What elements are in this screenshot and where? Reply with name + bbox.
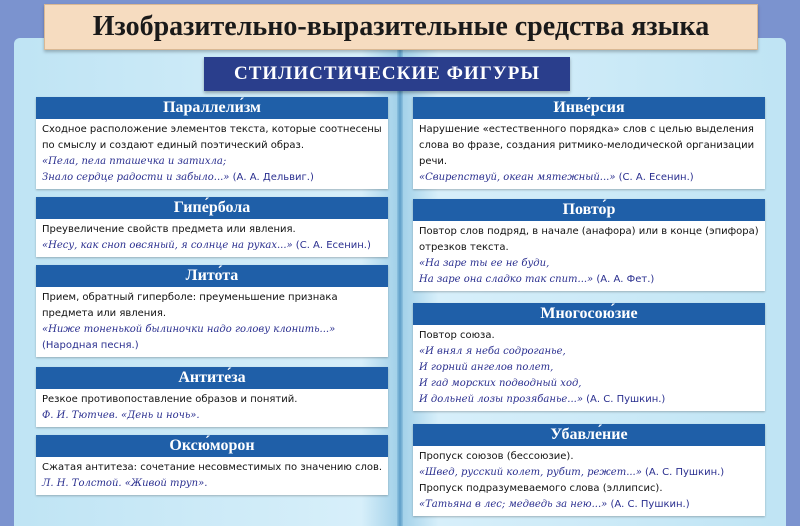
card-text: Преувеличение свойств предмета или явления. — [42, 224, 296, 235]
card-antithesis — [36, 367, 388, 427]
card-text: Повтор союза. — [419, 330, 495, 341]
card-parallelism — [36, 97, 388, 189]
card-body — [36, 219, 388, 257]
card-repetition — [413, 199, 765, 291]
card-oxymoron — [36, 435, 388, 495]
subtitle-banner — [204, 57, 570, 91]
quote-line: «Татьяна в лес; медведь за нею...» — [419, 499, 608, 510]
quote-author: (С. А. Есенин.) — [292, 240, 371, 251]
card-polysyndeton — [413, 303, 765, 411]
card-hyperbole — [36, 197, 388, 257]
quote-line: Знало сердце радости и забыло...» — [42, 172, 230, 183]
quote-line: И горний ангелов полет, — [419, 362, 554, 373]
card-body — [36, 287, 388, 357]
card-quote — [42, 154, 383, 186]
card-text: Пропуск союзов (бессоюзие). — [419, 451, 574, 462]
card-text: Пропуск подразумеваемого слова (эллипсис). — [419, 483, 663, 494]
card-inversion — [413, 97, 765, 189]
card-body — [413, 221, 765, 291]
card-quote — [42, 238, 383, 254]
quote-line: «Свирепствуй, океан мятежный...» — [419, 172, 616, 183]
card-quote — [42, 322, 383, 354]
quote-line: И гад морских подводный ход, — [419, 378, 582, 389]
quote-line: «И внял я неба содроганье, — [419, 346, 566, 357]
card-title: Убавле́ние — [413, 424, 765, 446]
quote-line: «Пела, пела пташечка и затихла; — [42, 156, 227, 167]
card-text: Повтор слов подряд, в начале (анафора) или в конце (эпифора) отрезков текста. — [419, 226, 759, 253]
card-quote — [419, 465, 760, 481]
quote-line: И дольней лозы прозябанье...» — [419, 394, 583, 405]
quote-author: (А. А. Дельвиг.) — [229, 172, 314, 183]
card-text: Прием, обратный гиперболе: преуменьшение признака предмета или явления. — [42, 292, 338, 319]
quote-author: (С. А. Есенин.) — [615, 172, 694, 183]
card-body — [36, 389, 388, 427]
card-litotes — [36, 265, 388, 357]
quote-line: «Несу, как сноп овсяный, я солнце на руках...» — [42, 240, 293, 251]
card-text: Сходное расположение элементов текста, которые соотнесены по смыслу и создают единый поэтический образ. — [42, 124, 382, 151]
quote-line: На заре она сладко так спит...» — [419, 274, 594, 285]
card-text: Нарушение «естественного порядка» слов с целью выделения слова во фразе, создания ритмико-мелодической организации речи. — [419, 124, 755, 167]
card-body — [413, 446, 765, 516]
card-title: Лито́та — [36, 265, 388, 287]
card-title: Оксю́морон — [36, 435, 388, 457]
card-title: Антите́за — [36, 367, 388, 389]
card-body — [36, 119, 388, 189]
card-quote — [419, 256, 760, 288]
card-text: Сжатая антитеза: сочетание несовместимых по значению слов. — [42, 462, 383, 473]
card-ellipsis — [413, 424, 765, 516]
card-quote: Л. Н. Толстой. «Живой труп». — [42, 478, 208, 489]
book-spine — [397, 44, 403, 526]
card-body — [413, 325, 765, 411]
card-body — [413, 119, 765, 189]
card-text: Резкое противопоставление образов и понятий. — [42, 394, 298, 405]
card-quote — [419, 170, 760, 186]
card-title: Гипе́рбола — [36, 197, 388, 219]
card-quote — [419, 497, 760, 513]
card-title: Повто́р — [413, 199, 765, 221]
quote-author: (А. С. Пушкин.) — [582, 394, 666, 405]
page-title: Изобразительно-выразительные средства языка — [92, 11, 710, 42]
title-banner — [44, 4, 758, 50]
card-title: Параллели́зм — [36, 97, 388, 119]
quote-line: «Ниже тоненькой былиночки надо голову клонить...» — [42, 324, 336, 335]
card-quote: Ф. И. Тютчев. «День и ночь». — [42, 410, 200, 421]
quote-line: «На заре ты ее не буди, — [419, 258, 550, 269]
quote-author: (А. С. Пушкин.) — [607, 499, 690, 510]
page-subtitle: СТИЛИСТИЧЕСКИЕ ФИГУРЫ — [234, 63, 540, 84]
quote-line: «Швед, русский колет, рубит, режет...» — [419, 467, 642, 478]
card-quote — [419, 344, 760, 408]
quote-author: (А. А. Фет.) — [593, 274, 655, 285]
quote-author: (А. С. Пушкин.) — [641, 467, 725, 478]
card-title: Инве́рсия — [413, 97, 765, 119]
card-body — [36, 457, 388, 495]
quote-author: (Народная песня.) — [42, 340, 139, 351]
card-title: Многосою́зие — [413, 303, 765, 325]
